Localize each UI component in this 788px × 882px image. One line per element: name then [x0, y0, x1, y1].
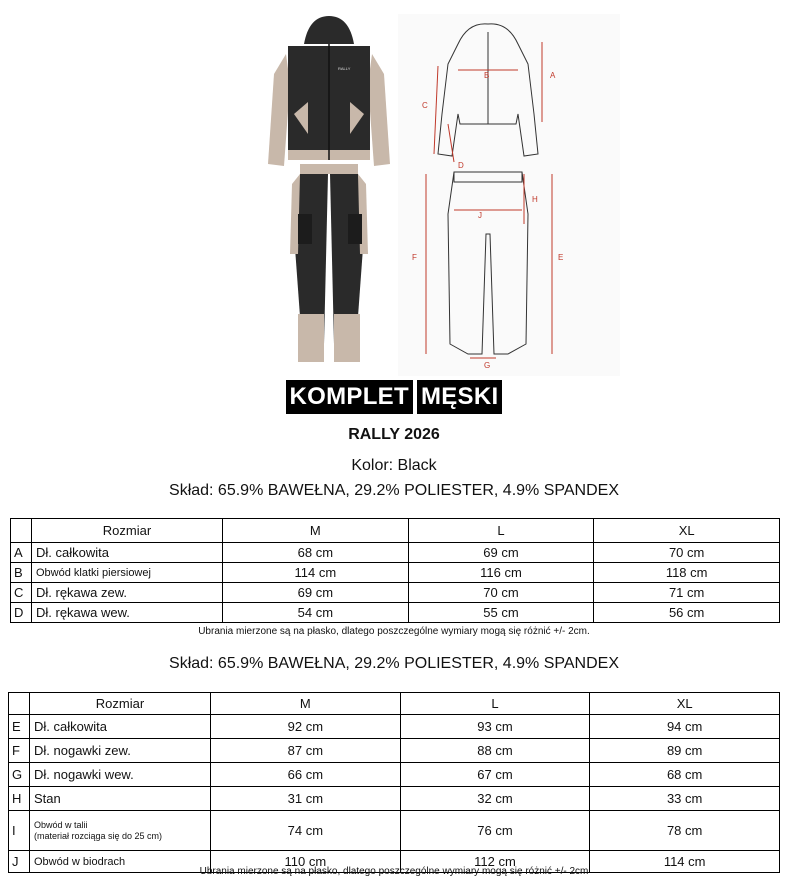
model-name: RALLY 2026	[348, 426, 440, 443]
value-m: 110 cm	[211, 851, 401, 873]
value-xl: 78 cm	[590, 811, 780, 851]
row-code: H	[9, 787, 30, 811]
value-m: 66 cm	[211, 763, 401, 787]
row-name-line-2: (materiał rozciąga się do 25 cm)	[34, 830, 163, 841]
row-code: C	[11, 583, 32, 603]
jacket-logo: RALLY	[338, 66, 351, 71]
marker-d: D	[458, 161, 464, 170]
value-m: 87 cm	[211, 739, 401, 763]
measurement-diagram	[398, 14, 620, 376]
row-code: B	[11, 563, 32, 583]
header-size: Rozmiar	[30, 693, 211, 715]
table-header-row	[11, 519, 780, 543]
table-header-row	[9, 693, 780, 715]
value-m: 114 cm	[223, 563, 409, 583]
table-row	[9, 763, 780, 787]
value-xl: 70 cm	[594, 543, 780, 563]
table-row	[11, 603, 780, 623]
marker-f: F	[412, 253, 417, 262]
row-name: Dł. całkowita	[30, 715, 211, 739]
row-name-line-1: Obwód w talii	[34, 819, 88, 830]
table-row	[9, 811, 780, 851]
header-size: Rozmiar	[32, 519, 223, 543]
value-xl: 33 cm	[590, 787, 780, 811]
header-m: M	[223, 519, 409, 543]
title-word-2: MĘSKI	[417, 380, 503, 414]
value-m: 69 cm	[223, 583, 409, 603]
value-l: 32 cm	[400, 787, 590, 811]
marker-e: E	[558, 253, 564, 262]
value-l: 70 cm	[408, 583, 594, 603]
row-code: A	[11, 543, 32, 563]
pants-left-cuff	[298, 314, 324, 362]
header-l: L	[408, 519, 594, 543]
top-size-table	[10, 518, 780, 623]
value-xl: 94 cm	[590, 715, 780, 739]
measurement-note-top: Ubrania mierzone są na płasko, dlatego poszczególne wymiary mogą się różnić +/- 2cm.	[198, 626, 590, 637]
value-xl: 68 cm	[590, 763, 780, 787]
measurement-note-bottom: Ubrania mierzone są na płasko, dlatego poszczególne wymiary mogą się różnić +/- 2cm	[199, 866, 589, 877]
value-xl: 56 cm	[594, 603, 780, 623]
pants-waistband	[300, 164, 358, 174]
row-code: I	[9, 811, 30, 851]
row-name: Dł. nogawki zew.	[30, 739, 211, 763]
header-l: L	[400, 693, 590, 715]
table-row	[9, 739, 780, 763]
marker-h: H	[532, 195, 538, 204]
value-l: 67 cm	[400, 763, 590, 787]
jacket-left-sleeve	[268, 54, 290, 166]
table-row	[11, 583, 780, 603]
value-l: 93 cm	[400, 715, 590, 739]
sketch-pants	[448, 172, 528, 354]
pants-right-cuff	[334, 314, 360, 362]
product-title	[0, 380, 788, 414]
row-code: F	[9, 739, 30, 763]
row-name: Stan	[30, 787, 211, 811]
row-code: D	[11, 603, 32, 623]
composition-bottom: Skład: 65.9% BAWEŁNA, 29.2% POLIESTER, 4.9% SPANDEX	[169, 655, 619, 672]
marker-g: G	[484, 361, 491, 370]
row-name: Dł. nogawki wew.	[30, 763, 211, 787]
composition-top: Skład: 65.9% BAWEŁNA, 29.2% POLIESTER, 4.9% SPANDEX	[169, 482, 619, 499]
row-name: Obwód w biodrach	[30, 851, 211, 873]
row-code: E	[9, 715, 30, 739]
value-l: 69 cm	[408, 543, 594, 563]
row-name	[30, 811, 211, 851]
row-name: Dł. rękawa wew.	[32, 603, 223, 623]
table-row	[9, 787, 780, 811]
bottom-size-table	[8, 692, 780, 873]
header-xl: XL	[590, 693, 780, 715]
product-photo	[264, 14, 394, 376]
value-m: 92 cm	[211, 715, 401, 739]
value-xl: 71 cm	[594, 583, 780, 603]
value-l: 88 cm	[400, 739, 590, 763]
marker-a: A	[550, 71, 556, 80]
value-m: 68 cm	[223, 543, 409, 563]
marker-j: J	[478, 211, 482, 220]
value-xl: 114 cm	[590, 851, 780, 873]
jacket-right-sleeve	[368, 54, 390, 166]
row-name: Dł. rękawa zew.	[32, 583, 223, 603]
title-word-1: KOMPLET	[286, 380, 413, 414]
value-l: 116 cm	[408, 563, 594, 583]
value-xl: 89 cm	[590, 739, 780, 763]
row-name: Dł. całkowita	[32, 543, 223, 563]
table-row	[11, 563, 780, 583]
value-l: 55 cm	[408, 603, 594, 623]
value-m: 31 cm	[211, 787, 401, 811]
row-code: J	[9, 851, 30, 873]
marker-c: C	[422, 101, 428, 110]
header-xl: XL	[594, 519, 780, 543]
jacket-hood	[304, 16, 354, 44]
value-l: 112 cm	[400, 851, 590, 873]
color-line: Kolor: Black	[351, 457, 437, 474]
value-l: 76 cm	[400, 811, 590, 851]
table-row	[9, 715, 780, 739]
row-name: Obwód klatki piersiowej	[32, 563, 223, 583]
value-m: 74 cm	[211, 811, 401, 851]
row-code: G	[9, 763, 30, 787]
header-m: M	[211, 693, 401, 715]
value-m: 54 cm	[223, 603, 409, 623]
marker-b: B	[484, 71, 490, 80]
table-row	[11, 543, 780, 563]
value-xl: 118 cm	[594, 563, 780, 583]
